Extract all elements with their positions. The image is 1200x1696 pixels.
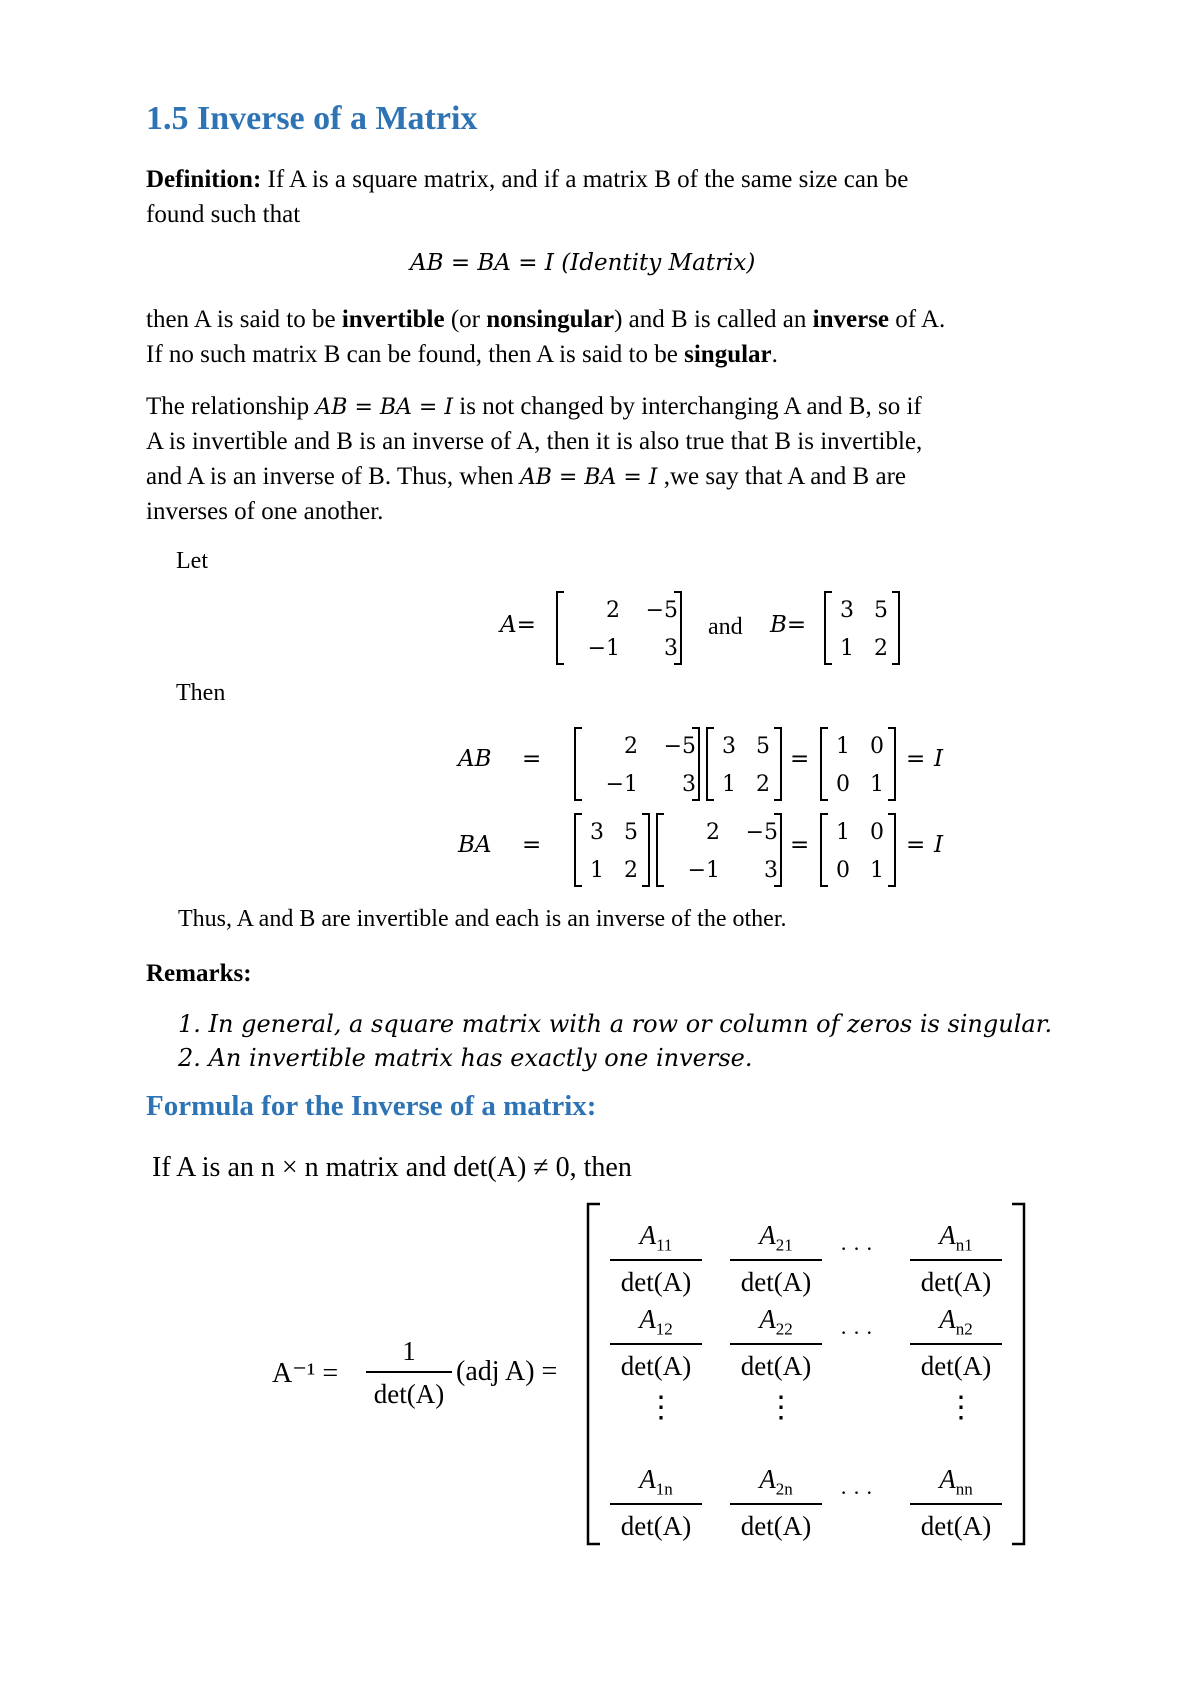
- formula-heading: Formula for the Inverse of a matrix:: [146, 1090, 597, 1122]
- equals-sign: =: [790, 832, 810, 858]
- numerator: 1: [366, 1336, 452, 1373]
- cofactor-fraction: [610, 1304, 702, 1382]
- vertical-ellipsis: ⋮: [646, 1391, 676, 1424]
- equals-sign: =: [522, 832, 542, 858]
- relationship-line-3: [146, 459, 1066, 495]
- term-invertible: invertible: [341, 306, 445, 333]
- denominator: det(A): [920, 1511, 992, 1542]
- cell: 0: [836, 858, 850, 883]
- cell: 3: [840, 598, 854, 623]
- remark-item: 2. An invertible matrix has exactly one inverse.: [178, 1044, 753, 1072]
- cell: 1: [590, 858, 604, 883]
- cell: 2: [756, 772, 770, 797]
- numerator: $A_{n2}$: [910, 1304, 1002, 1345]
- subscript: n2: [955, 1319, 973, 1339]
- matrix-a: [588, 728, 696, 804]
- subscript: n1: [955, 1235, 973, 1255]
- identity-symbol: I: [934, 832, 944, 858]
- definition-line-3: [146, 302, 1066, 337]
- remarks-label: Remarks:: [146, 960, 252, 987]
- example-conclusion: Thus, A and B are invertible and each is an inverse of the other.: [178, 906, 787, 932]
- subscript: 22: [775, 1319, 793, 1339]
- cell: 1: [722, 772, 736, 797]
- matrix-a-label: A=: [500, 612, 536, 638]
- numerator: $A_{12}$: [610, 1304, 702, 1345]
- numerator: $A_{n1}$: [910, 1220, 1002, 1261]
- denominator: det(A): [620, 1511, 692, 1542]
- denominator: det(A): [920, 1351, 992, 1382]
- and-label: and: [708, 614, 743, 640]
- subscript: 11: [656, 1235, 673, 1255]
- cofactor-fraction: [730, 1304, 822, 1382]
- cell: 1: [870, 858, 884, 883]
- term-inverse: inverse: [812, 306, 890, 333]
- cell: −1: [605, 772, 638, 797]
- one-over-det: [366, 1336, 452, 1410]
- subscript: 2n: [775, 1479, 793, 1499]
- subscript: 12: [655, 1319, 673, 1339]
- cell: 3: [590, 820, 604, 845]
- cell: 5: [624, 820, 638, 845]
- matrix-b: [582, 814, 638, 890]
- cell: 1: [836, 734, 850, 759]
- page-title: 1.5 Inverse of a Matrix: [146, 100, 478, 137]
- cell: 2: [624, 858, 638, 883]
- denominator: det(A): [740, 1511, 812, 1542]
- cell: 2: [874, 636, 888, 661]
- let-label: Let: [176, 548, 208, 574]
- adj-a: (adj A) =: [456, 1356, 558, 1387]
- subscript: nn: [955, 1479, 973, 1499]
- cell: 5: [874, 598, 888, 623]
- cofactor-fraction: [910, 1464, 1002, 1542]
- formula-condition: If A is an n × n matrix and det(A) ≠ 0, then: [152, 1152, 632, 1183]
- inline-equation: AB = BA = I: [519, 465, 658, 490]
- text: ,we say that A and B are: [657, 463, 907, 490]
- cell: 2: [706, 820, 720, 845]
- vertical-ellipsis: ⋮: [766, 1391, 796, 1424]
- subscript: 1n: [655, 1479, 673, 1499]
- subscript: 21: [775, 1235, 793, 1255]
- cell: 3: [722, 734, 736, 759]
- equals-sign: =: [522, 746, 542, 772]
- definition-line-2: found such that: [146, 201, 301, 228]
- text: then A is said to be: [146, 306, 342, 333]
- cell: −5: [745, 820, 778, 845]
- cell: 0: [870, 820, 884, 845]
- cofactor-fraction: [610, 1464, 702, 1542]
- term-nonsingular: nonsingular: [486, 306, 615, 333]
- numerator: $A_{11}$: [610, 1220, 702, 1261]
- numerator: $A_{nn}$: [910, 1464, 1002, 1505]
- matrix-b: [832, 592, 888, 668]
- cofactor-fraction: [910, 1304, 1002, 1382]
- text: (or: [444, 306, 487, 333]
- cell: 1: [870, 772, 884, 797]
- inline-equation: AB = BA = I: [315, 395, 454, 420]
- definition-equation: AB = BA = I (Identity Matrix): [410, 250, 756, 276]
- definition-line-4: [146, 337, 1066, 372]
- cell: −5: [663, 734, 696, 759]
- cell: 3: [764, 858, 778, 883]
- identity-matrix: [828, 728, 884, 804]
- cell: 0: [870, 734, 884, 759]
- relationship-line-1: [146, 389, 1066, 425]
- equals-sign: =: [790, 746, 810, 772]
- cofactor-fraction: [910, 1220, 1002, 1298]
- cell: 0: [836, 772, 850, 797]
- ba-label: BA: [458, 832, 492, 858]
- cell: 1: [836, 820, 850, 845]
- identity-matrix: [828, 814, 884, 890]
- text: is not changed by interchanging A and B, so if: [453, 393, 922, 420]
- cell: 2: [606, 598, 620, 623]
- remark-item: 1. In general, a square matrix with a row or column of zeros is singular.: [178, 1010, 1053, 1038]
- relationship-line-4: inverses of one another.: [146, 498, 384, 525]
- cell: 1: [840, 636, 854, 661]
- definition-line-1: [146, 162, 1066, 197]
- cell: 3: [664, 636, 678, 661]
- denominator: det(A): [373, 1379, 445, 1409]
- cell: −1: [587, 636, 620, 661]
- denominator: det(A): [740, 1267, 812, 1298]
- ab-label: AB: [458, 746, 492, 772]
- denominator: det(A): [620, 1351, 692, 1382]
- numerator: $A_{1n}$: [610, 1464, 702, 1505]
- then-label: Then: [176, 680, 226, 706]
- text: of A.: [889, 306, 946, 333]
- denominator: det(A): [920, 1267, 992, 1298]
- equals-sign: =: [906, 746, 926, 772]
- cell: 5: [756, 734, 770, 759]
- horizontal-ellipsis: · · ·: [840, 1320, 873, 1345]
- vertical-ellipsis: ⋮: [946, 1391, 976, 1424]
- text: If no such matrix B can be found, then A is said to be: [146, 341, 685, 368]
- definition-label: Definition:: [146, 166, 262, 193]
- cell: 2: [624, 734, 638, 759]
- formula-lhs: A⁻¹ =: [272, 1358, 339, 1389]
- text: The relationship: [146, 393, 316, 420]
- text: ) and B is called an: [614, 306, 813, 333]
- relationship-line-2: A is invertible and B is an inverse of A, then it is also true that B is invertible,: [146, 428, 923, 455]
- cell: 3: [682, 772, 696, 797]
- text: and A is an inverse of B. Thus, when: [146, 463, 520, 490]
- horizontal-ellipsis: · · ·: [840, 1236, 873, 1261]
- cofactor-fraction: [610, 1220, 702, 1298]
- cell: −5: [645, 598, 678, 623]
- cell: −1: [687, 858, 720, 883]
- denominator: det(A): [740, 1351, 812, 1382]
- numerator: $A_{2n}$: [730, 1464, 822, 1505]
- denominator: det(A): [620, 1267, 692, 1298]
- horizontal-ellipsis: · · ·: [840, 1480, 873, 1505]
- matrix-b: [714, 728, 770, 804]
- numerator: $A_{22}$: [730, 1304, 822, 1345]
- matrix-a: [670, 814, 778, 890]
- definition-text: If A is a square matrix, and if a matrix B of the same size can be: [261, 166, 909, 193]
- term-singular: singular: [684, 341, 772, 368]
- cofactor-fraction: [730, 1464, 822, 1542]
- numerator: $A_{21}$: [730, 1220, 822, 1261]
- identity-symbol: I: [934, 746, 944, 772]
- matrix-b-label: B=: [770, 612, 807, 638]
- equals-sign: =: [906, 832, 926, 858]
- matrix-a: [570, 592, 678, 668]
- text: .: [771, 341, 778, 368]
- cofactor-fraction: [730, 1220, 822, 1298]
